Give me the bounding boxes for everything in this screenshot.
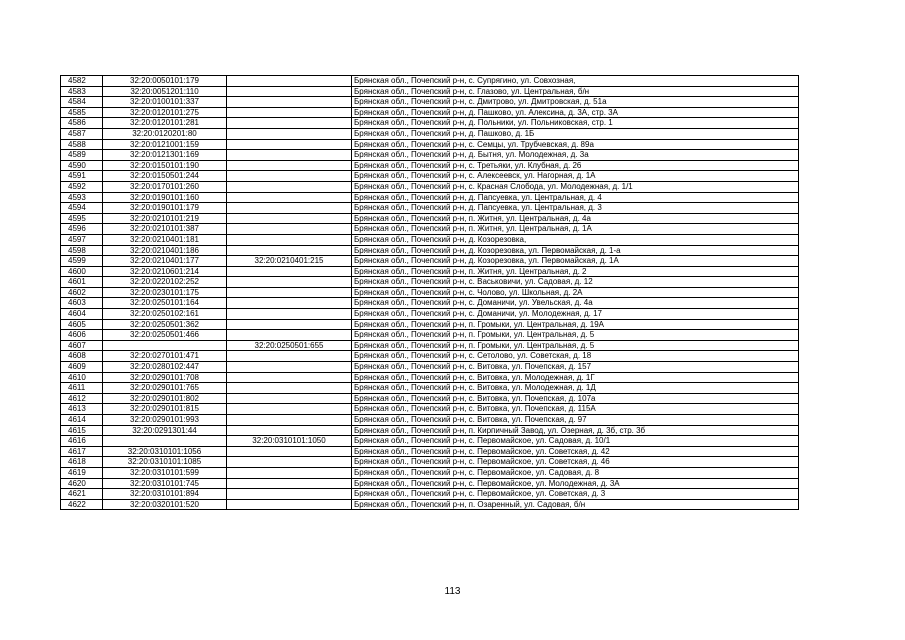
address-cell: Брянская обл., Почепский р-н, с. Витовка, ул. Молодежная, д. 1Г [352, 372, 799, 383]
secondary-cadastral-number-cell [227, 266, 352, 277]
secondary-cadastral-number-cell [227, 192, 352, 203]
table-row [61, 213, 799, 224]
cadastral-number-cell: 32:20:0310101:599 [103, 467, 227, 478]
address-cell: Брянская обл., Почепский р-н, д. Козорезовка, ул. Первомайская, д. 1А [352, 256, 799, 267]
address-cell: Брянская обл., Почепский р-н, с. Витовка, ул. Молодежная, д. 1Д [352, 383, 799, 394]
row-number-cell: 4599 [61, 256, 103, 267]
secondary-cadastral-number-cell [227, 489, 352, 500]
cadastral-number-cell: 32:20:0291301:44 [103, 425, 227, 436]
row-number-cell: 4611 [61, 383, 103, 394]
address-cell: Брянская обл., Почепский р-н, с. Дмитрово, ул. Дмитровская, д. 51а [352, 97, 799, 108]
row-number-cell: 4609 [61, 362, 103, 373]
secondary-cadastral-number-cell [227, 86, 352, 97]
cadastral-number-cell: 32:20:0210601:214 [103, 266, 227, 277]
table-row [61, 192, 799, 203]
cadastral-number-cell: 32:20:0290101:815 [103, 404, 227, 415]
table-row [61, 76, 799, 87]
row-number-cell: 4621 [61, 489, 103, 500]
row-number-cell: 4590 [61, 160, 103, 171]
table-row [61, 499, 799, 510]
table-row [61, 351, 799, 362]
row-number-cell: 4585 [61, 107, 103, 118]
table-row [61, 415, 799, 426]
table-row [61, 266, 799, 277]
cadastral-number-cell: 32:20:0120201:80 [103, 128, 227, 139]
secondary-cadastral-number-cell [227, 362, 352, 373]
table-row [61, 139, 799, 150]
row-number-cell: 4592 [61, 181, 103, 192]
address-cell: Брянская обл., Почепский р-н, с. Витовка, ул. Почепская, д. 157 [352, 362, 799, 373]
address-cell: Брянская обл., Почепский р-н, с. Супрягино, ул. Совхозная, [352, 76, 799, 87]
row-number-cell: 4586 [61, 118, 103, 129]
cadastral-number-cell: 32:20:0210401:186 [103, 245, 227, 256]
table-row [61, 330, 799, 341]
cadastral-number-cell: 32:20:0250101:164 [103, 298, 227, 309]
cadastral-number-cell: 32:20:0310101:894 [103, 489, 227, 500]
row-number-cell: 4617 [61, 446, 103, 457]
table-row [61, 319, 799, 330]
row-number-cell: 4593 [61, 192, 103, 203]
cadastral-number-cell: 32:20:0050101:179 [103, 76, 227, 87]
table-row [61, 118, 799, 129]
table-row [61, 224, 799, 235]
table-row [61, 298, 799, 309]
secondary-cadastral-number-cell [227, 478, 352, 489]
cadastral-number-cell: 32:20:0121301:169 [103, 150, 227, 161]
table-row [61, 467, 799, 478]
cadastral-number-cell: 32:20:0210401:177 [103, 256, 227, 267]
secondary-cadastral-number-cell [227, 128, 352, 139]
address-cell: Брянская обл., Почепский р-н, п. Озаренный, ул. Садовая, б/н [352, 499, 799, 510]
secondary-cadastral-number-cell [227, 467, 352, 478]
cadastral-number-cell: 32:20:0290101:708 [103, 372, 227, 383]
table-row [61, 256, 799, 267]
cadastral-number-cell: 32:20:0120101:275 [103, 107, 227, 118]
secondary-cadastral-number-cell [227, 234, 352, 245]
address-cell: Брянская обл., Почепский р-н, п. Житня, ул. Центральная, д. 2 [352, 266, 799, 277]
address-cell: Брянская обл., Почепский р-н, с. Семцы, ул. Трубчевская, д. 89а [352, 139, 799, 150]
cadastral-number-cell: 32:20:0190101:160 [103, 192, 227, 203]
secondary-cadastral-number-cell [227, 139, 352, 150]
cadastral-number-cell: 32:20:0320101:520 [103, 499, 227, 510]
row-number-cell: 4618 [61, 457, 103, 468]
address-cell: Брянская обл., Почепский р-н, д. Козорезовка, ул. Первомайская, д. 1-а [352, 245, 799, 256]
row-number-cell: 4610 [61, 372, 103, 383]
table-row [61, 457, 799, 468]
cadastral-number-cell: 32:20:0150501:244 [103, 171, 227, 182]
secondary-cadastral-number-cell [227, 287, 352, 298]
row-number-cell: 4594 [61, 203, 103, 214]
secondary-cadastral-number-cell: 32:20:0210401:215 [227, 256, 352, 267]
secondary-cadastral-number-cell [227, 118, 352, 129]
row-number-cell: 4587 [61, 128, 103, 139]
property-table [60, 75, 799, 510]
address-cell: Брянская обл., Почепский р-н, п. Кирпичный Завод, ул. Озерная, д. 3б, стр. 3б [352, 425, 799, 436]
address-cell: Брянская обл., Почепский р-н, д. Пашково, д. 1Б [352, 128, 799, 139]
cadastral-number-cell: 32:20:0051201:110 [103, 86, 227, 97]
address-cell: Брянская обл., Почепский р-н, с. Красная Слобода, ул. Молодежная, д. 1/1 [352, 181, 799, 192]
secondary-cadastral-number-cell [227, 203, 352, 214]
cadastral-number-cell: 32:20:0290101:802 [103, 393, 227, 404]
row-number-cell: 4616 [61, 436, 103, 447]
address-cell: Брянская обл., Почепский р-н, с. Васьковичи, ул. Садовая, д. 12 [352, 277, 799, 288]
table-row [61, 309, 799, 320]
document-table-container [60, 75, 799, 510]
row-number-cell: 4582 [61, 76, 103, 87]
table-row [61, 245, 799, 256]
row-number-cell: 4583 [61, 86, 103, 97]
row-number-cell: 4596 [61, 224, 103, 235]
row-number-cell: 4612 [61, 393, 103, 404]
row-number-cell: 4597 [61, 234, 103, 245]
secondary-cadastral-number-cell [227, 319, 352, 330]
table-row [61, 393, 799, 404]
row-number-cell: 4589 [61, 150, 103, 161]
cadastral-number-cell: 32:20:0290101:993 [103, 415, 227, 426]
secondary-cadastral-number-cell [227, 181, 352, 192]
secondary-cadastral-number-cell [227, 107, 352, 118]
row-number-cell: 4584 [61, 97, 103, 108]
cadastral-number-cell: 32:20:0290101:765 [103, 383, 227, 394]
table-row [61, 425, 799, 436]
secondary-cadastral-number-cell [227, 351, 352, 362]
address-cell: Брянская обл., Почепский р-н, п. Житня, ул. Центральная, д. 4а [352, 213, 799, 224]
row-number-cell: 4603 [61, 298, 103, 309]
address-cell: Брянская обл., Почепский р-н, с. Первомайское, ул. Советская, д. 42 [352, 446, 799, 457]
address-cell: Брянская обл., Почепский р-н, с. Витовка, ул. Почепская, д. 107а [352, 393, 799, 404]
table-row [61, 287, 799, 298]
address-cell: Брянская обл., Почепский р-н, с. Витовка, ул. Почепская, д. 115А [352, 404, 799, 415]
secondary-cadastral-number-cell [227, 330, 352, 341]
row-number-cell: 4598 [61, 245, 103, 256]
row-number-cell: 4608 [61, 351, 103, 362]
address-cell: Брянская обл., Почепский р-н, д. Козорезовка, [352, 234, 799, 245]
address-cell: Брянская обл., Почепский р-н, с. Глазово, ул. Центральная, б/н [352, 86, 799, 97]
table-row [61, 181, 799, 192]
row-number-cell: 4614 [61, 415, 103, 426]
address-cell: Брянская обл., Почепский р-н, д. Папсуевка, ул. Центральная, д. 3 [352, 203, 799, 214]
address-cell: Брянская обл., Почепский р-н, д. Пашково, ул. Алексина, д. 3А, стр. 3А [352, 107, 799, 118]
address-cell: Брянская обл., Почепский р-н, с. Доманичи, ул. Увельская, д. 4а [352, 298, 799, 309]
address-cell: Брянская обл., Почепский р-н, с. Первомайское, ул. Садовая, д. 10/1 [352, 436, 799, 447]
secondary-cadastral-number-cell [227, 383, 352, 394]
secondary-cadastral-number-cell [227, 499, 352, 510]
secondary-cadastral-number-cell [227, 76, 352, 87]
secondary-cadastral-number-cell: 32:20:0250501:655 [227, 340, 352, 351]
address-cell: Брянская обл., Почепский р-н, с. Третьяки, ул. Клубная, д. 26 [352, 160, 799, 171]
secondary-cadastral-number-cell [227, 457, 352, 468]
cadastral-number-cell: 32:20:0270101:471 [103, 351, 227, 362]
cadastral-number-cell: 32:20:0190101:179 [103, 203, 227, 214]
secondary-cadastral-number-cell: 32:20:0310101:1050 [227, 436, 352, 447]
secondary-cadastral-number-cell [227, 213, 352, 224]
row-number-cell: 4600 [61, 266, 103, 277]
cadastral-number-cell: 32:20:0230101:175 [103, 287, 227, 298]
table-row [61, 171, 799, 182]
address-cell: Брянская обл., Почепский р-н, с. Первомайское, ул. Садовая, д. 8 [352, 467, 799, 478]
cadastral-number-cell: 32:20:0170101:260 [103, 181, 227, 192]
row-number-cell: 4619 [61, 467, 103, 478]
address-cell: Брянская обл., Почепский р-н, с. Сетолово, ул. Советская, д. 18 [352, 351, 799, 362]
cadastral-number-cell: 32:20:0150101:190 [103, 160, 227, 171]
table-row [61, 150, 799, 161]
table-row [61, 234, 799, 245]
secondary-cadastral-number-cell [227, 150, 352, 161]
address-cell: Брянская обл., Почепский р-н, с. Доманичи, ул. Молодежная, д. 17 [352, 309, 799, 320]
cadastral-number-cell [103, 340, 227, 351]
table-row [61, 489, 799, 500]
secondary-cadastral-number-cell [227, 393, 352, 404]
table-row [61, 372, 799, 383]
row-number-cell: 4622 [61, 499, 103, 510]
cadastral-number-cell: 32:20:0310101:1085 [103, 457, 227, 468]
cadastral-number-cell: 32:20:0220102:252 [103, 277, 227, 288]
row-number-cell: 4620 [61, 478, 103, 489]
table-row [61, 160, 799, 171]
address-cell: Брянская обл., Почепский р-н, с. Чолово, ул. Школьная, д. 2А [352, 287, 799, 298]
table-row [61, 203, 799, 214]
address-cell: Брянская обл., Почепский р-н, с. Первомайское, ул. Молодежная, д. 3А [352, 478, 799, 489]
page-number: 113 [444, 586, 461, 597]
secondary-cadastral-number-cell [227, 372, 352, 383]
secondary-cadastral-number-cell [227, 171, 352, 182]
address-cell: Брянская обл., Почепский р-н, п. Громыки, ул. Центральная, д. 5 [352, 330, 799, 341]
cadastral-number-cell: 32:20:0310101:1056 [103, 446, 227, 457]
row-number-cell: 4606 [61, 330, 103, 341]
row-number-cell: 4602 [61, 287, 103, 298]
secondary-cadastral-number-cell [227, 446, 352, 457]
table-row [61, 340, 799, 351]
secondary-cadastral-number-cell [227, 298, 352, 309]
table-row [61, 277, 799, 288]
address-cell: Брянская обл., Почепский р-н, с. Первомайское, ул. Советская, д. 3 [352, 489, 799, 500]
secondary-cadastral-number-cell [227, 425, 352, 436]
address-cell: Брянская обл., Почепский р-н, с. Первомайское, ул. Советская, д. 46 [352, 457, 799, 468]
cadastral-number-cell: 32:20:0210401:181 [103, 234, 227, 245]
address-cell: Брянская обл., Почепский р-н, д. Польники, ул. Польниковская, стр. 1 [352, 118, 799, 129]
cadastral-number-cell: 32:20:0121001:159 [103, 139, 227, 150]
address-cell: Брянская обл., Почепский р-н, д. Папсуевка, ул. Центральная, д. 4 [352, 192, 799, 203]
row-number-cell: 4607 [61, 340, 103, 351]
secondary-cadastral-number-cell [227, 277, 352, 288]
cadastral-number-cell: 32:20:0120101:281 [103, 118, 227, 129]
table-row [61, 128, 799, 139]
cadastral-number-cell: 32:20:0250501:362 [103, 319, 227, 330]
row-number-cell: 4615 [61, 425, 103, 436]
table-row [61, 436, 799, 447]
cadastral-number-cell: 32:20:0100101:337 [103, 97, 227, 108]
address-cell: Брянская обл., Почепский р-н, д. Бытня, ул. Молодежная, д. 3а [352, 150, 799, 161]
cadastral-number-cell [103, 436, 227, 447]
row-number-cell: 4601 [61, 277, 103, 288]
property-table-body [61, 76, 799, 510]
table-row [61, 404, 799, 415]
table-row [61, 107, 799, 118]
cadastral-number-cell: 32:20:0280102:447 [103, 362, 227, 373]
row-number-cell: 4595 [61, 213, 103, 224]
row-number-cell: 4605 [61, 319, 103, 330]
address-cell: Брянская обл., Почепский р-н, с. Алексеевск, ул. Нагорная, д. 1А [352, 171, 799, 182]
row-number-cell: 4588 [61, 139, 103, 150]
table-row [61, 86, 799, 97]
address-cell: Брянская обл., Почепский р-н, п. Громыки, ул. Центральная, д. 19А [352, 319, 799, 330]
secondary-cadastral-number-cell [227, 160, 352, 171]
cadastral-number-cell: 32:20:0210101:219 [103, 213, 227, 224]
secondary-cadastral-number-cell [227, 224, 352, 235]
table-row [61, 478, 799, 489]
table-row [61, 446, 799, 457]
address-cell: Брянская обл., Почепский р-н, п. Житня, ул. Центральная, д. 1А [352, 224, 799, 235]
cadastral-number-cell: 32:20:0310101:745 [103, 478, 227, 489]
cadastral-number-cell: 32:20:0250501:466 [103, 330, 227, 341]
row-number-cell: 4604 [61, 309, 103, 320]
address-cell: Брянская обл., Почепский р-н, с. Витовка, ул. Почепская, д. 97 [352, 415, 799, 426]
table-row [61, 362, 799, 373]
row-number-cell: 4591 [61, 171, 103, 182]
table-row [61, 97, 799, 108]
cadastral-number-cell: 32:20:0250102:161 [103, 309, 227, 320]
secondary-cadastral-number-cell [227, 309, 352, 320]
secondary-cadastral-number-cell [227, 404, 352, 415]
row-number-cell: 4613 [61, 404, 103, 415]
address-cell: Брянская обл., Почепский р-н, п. Громыки, ул. Центральная, д. 5 [352, 340, 799, 351]
secondary-cadastral-number-cell [227, 97, 352, 108]
secondary-cadastral-number-cell [227, 415, 352, 426]
secondary-cadastral-number-cell [227, 245, 352, 256]
cadastral-number-cell: 32:20:0210101:387 [103, 224, 227, 235]
table-row [61, 383, 799, 394]
